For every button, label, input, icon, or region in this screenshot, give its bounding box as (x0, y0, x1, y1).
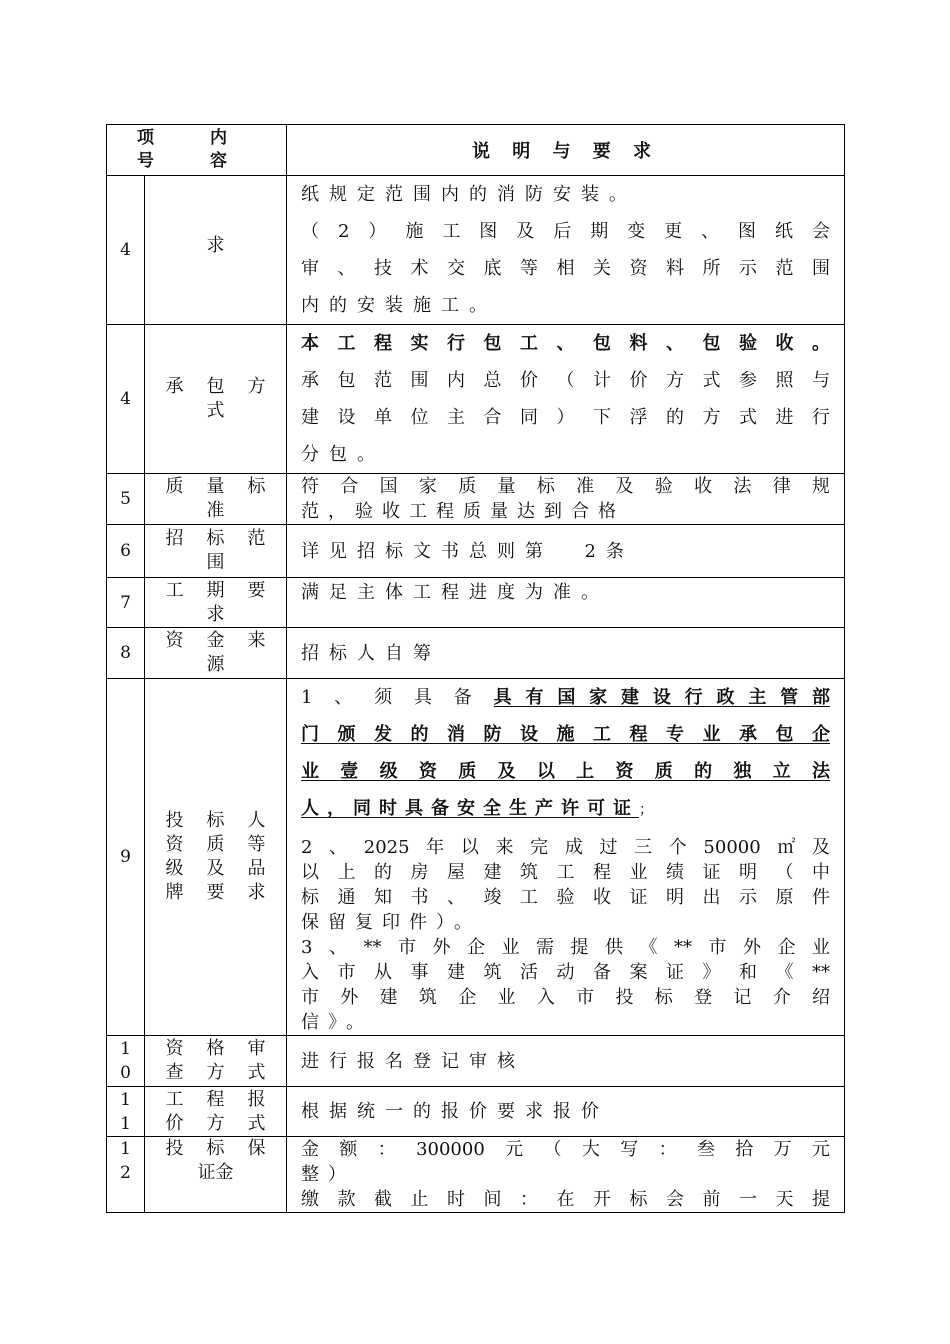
desc-line: 承包范围内总价（计价方式参照与 (301, 370, 830, 391)
item-name: 投标人 资质等 级及品 牌要求 (145, 679, 287, 1036)
desc-suffix: ； (639, 802, 653, 818)
desc-line: 3、**市外企业需提供《**市外企业 (301, 937, 830, 958)
item-description (287, 578, 845, 628)
item-number: 12 (107, 1137, 145, 1213)
desc-line: 入市从事建筑活动备案证》和《** (301, 962, 830, 983)
header-label: 号 (137, 151, 154, 171)
desc-line: 缴款截止时间：在开标会前一天提 (301, 1189, 830, 1210)
table-row (107, 525, 845, 578)
desc-line: 市外建筑企业入市投标登记介绍 (301, 987, 830, 1008)
desc-line: 范，验收工程质量达到合格 (301, 501, 625, 522)
desc-line: 根据统一的报价要求报价 (301, 1101, 609, 1122)
table-row (107, 578, 845, 628)
item-name: 承包方 式 (145, 325, 287, 474)
item-description (287, 1036, 845, 1087)
item-number: 4 (107, 325, 145, 474)
desc-line: 整） (301, 1164, 355, 1185)
item-number: 4 (107, 176, 145, 325)
desc-line: 详见招标文书总则第 2条 (301, 540, 634, 562)
table-row (107, 325, 845, 474)
item-description (287, 1137, 845, 1213)
desc-line: 满足主体工程进度为准。 (301, 582, 609, 603)
item-name: 资格审 查方式 (145, 1036, 287, 1087)
table-row (107, 628, 845, 679)
item-number: 10 (107, 1036, 145, 1087)
desc-line: 符合国家质量标准及验收法律规 (301, 476, 830, 497)
desc-line: 信》。 (301, 1012, 373, 1033)
table-row (107, 679, 845, 1036)
desc-line: 纸规定范围内的消防安装。 (301, 184, 637, 205)
item-description (287, 628, 845, 679)
item-description (287, 474, 845, 525)
item-description (287, 679, 845, 1036)
desc-bold-line: 本工程实行包工、包料、包验收。 (301, 333, 830, 354)
item-name: 工期要 求 (145, 578, 287, 628)
qualification-item-2 (301, 835, 830, 935)
desc-line: 审、技术交底等相关资料所示范围 (301, 258, 830, 279)
item-number: 7 (107, 578, 145, 628)
item-number: 8 (107, 628, 145, 679)
item-number: 5 (107, 474, 145, 525)
desc-line: 保留复印件）。 (301, 912, 481, 933)
table-row (107, 1137, 845, 1213)
item-description (287, 525, 845, 578)
header-label: 容 (210, 151, 227, 171)
item-name: 投标保 证金 (145, 1137, 287, 1213)
item-description (287, 325, 845, 474)
item-description (287, 176, 845, 325)
header-label: 项 (137, 128, 154, 148)
desc-bold-text: 人，同时具备安全生产许可证 (301, 798, 639, 819)
desc-prefix: 1、须具备 (301, 687, 494, 708)
item-description (287, 1087, 845, 1137)
qualification-item-1 (301, 679, 830, 829)
header-item-number-content (107, 125, 287, 176)
item-name: 招标范 围 (145, 525, 287, 578)
desc-line: （2）施工图及后期变更、图纸会 (301, 221, 830, 242)
desc-line: 标通知书、竣工验收证明出示原件 (301, 887, 830, 908)
tender-requirements-table (106, 124, 845, 1213)
item-number: 6 (107, 525, 145, 578)
table-row (107, 474, 845, 525)
item-name: 质量标 准 (145, 474, 287, 525)
table-row (107, 176, 845, 325)
item-number: 9 (107, 679, 145, 1036)
desc-line: 分包。 (301, 444, 385, 465)
desc-line: 内的安装施工。 (301, 295, 497, 316)
desc-bold-line: 业壹级资质及以上资质的独立法 (301, 761, 830, 782)
header-description: 说 明 与 要 求 (287, 125, 845, 176)
desc-bold-line: 门颁发的消防设施工程专业承包企 (301, 724, 830, 745)
table-row (107, 1087, 845, 1137)
item-name: 求 (145, 176, 287, 325)
item-name: 资金来 源 (145, 628, 287, 679)
desc-line: 2、2025年以来完成过三个50000㎡及 (301, 837, 830, 858)
desc-line: 金额：300000元（大写：叁拾万元 (301, 1139, 830, 1160)
table-row (107, 1036, 845, 1087)
item-number: 11 (107, 1087, 145, 1137)
desc-bold-text: 具有国家建设行政主管部 (493, 687, 831, 708)
desc-line: 招标人自筹 (301, 642, 441, 664)
desc-line: 进行报名登记审核 (301, 1050, 525, 1072)
table-header-row (107, 125, 845, 176)
header-label: 内 (210, 128, 227, 148)
qualification-item-3 (301, 935, 830, 1035)
desc-line: 以上的房屋建筑工程业绩证明（中 (301, 862, 830, 883)
desc-line: 建设单位主合同）下浮的方式进行 (301, 407, 830, 428)
item-name: 工程报 价方式 (145, 1087, 287, 1137)
